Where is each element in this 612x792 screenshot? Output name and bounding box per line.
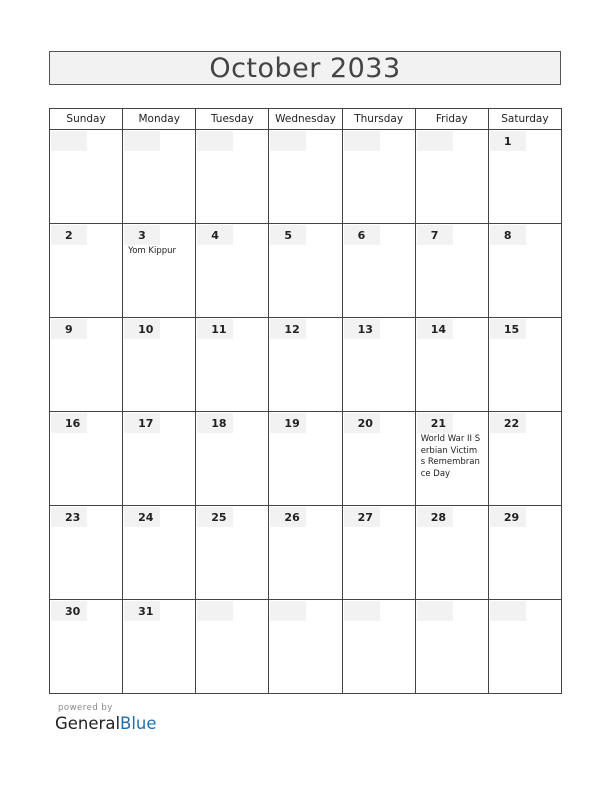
week-row	[50, 412, 562, 506]
day-cell	[123, 130, 196, 224]
day-number: 26	[270, 507, 306, 527]
day-cell	[123, 318, 196, 412]
day-number: 13	[344, 319, 380, 339]
day-cell	[269, 600, 342, 694]
day-cell	[50, 600, 123, 694]
day-cell	[488, 506, 561, 600]
day-number: 18	[197, 413, 233, 433]
day-cell	[123, 224, 196, 318]
day-number: 21	[417, 413, 453, 433]
day-number: 22	[490, 413, 526, 433]
week-row	[50, 224, 562, 318]
day-number: 31	[124, 601, 160, 621]
weekday-tuesday: Tuesday	[196, 109, 269, 130]
day-cell	[488, 412, 561, 506]
day-number: 30	[51, 601, 87, 621]
day-cell	[488, 600, 561, 694]
day-number: 5	[270, 225, 306, 245]
day-number	[270, 131, 306, 151]
day-cell	[415, 130, 488, 224]
day-number: 19	[270, 413, 306, 433]
day-number: 25	[197, 507, 233, 527]
day-cell	[269, 224, 342, 318]
day-number: 4	[197, 225, 233, 245]
day-cell	[269, 412, 342, 506]
brand-blue: Blue	[120, 714, 157, 733]
day-number: 27	[344, 507, 380, 527]
day-cell	[488, 318, 561, 412]
day-number: 11	[197, 319, 233, 339]
day-cell	[342, 506, 415, 600]
day-cell	[415, 600, 488, 694]
week-row	[50, 318, 562, 412]
day-cell	[196, 412, 269, 506]
day-cell	[269, 130, 342, 224]
day-cell	[50, 130, 123, 224]
holiday-label: Yom Kippur	[128, 246, 176, 256]
day-cell	[50, 318, 123, 412]
weekday-wednesday: Wednesday	[269, 109, 342, 130]
day-cell	[123, 506, 196, 600]
day-number	[51, 131, 87, 151]
day-number	[197, 601, 233, 621]
day-cell	[123, 412, 196, 506]
day-cell	[415, 318, 488, 412]
weekday-monday: Monday	[123, 109, 196, 130]
day-cell	[415, 224, 488, 318]
day-number	[417, 131, 453, 151]
day-number: 8	[490, 225, 526, 245]
day-cell	[415, 506, 488, 600]
calendar-title: October 2033	[209, 52, 401, 84]
day-number: 7	[417, 225, 453, 245]
day-number: 24	[124, 507, 160, 527]
brand-general: General	[55, 714, 121, 733]
day-number	[490, 601, 526, 621]
day-cell	[50, 224, 123, 318]
generalblue-logo[interactable]	[55, 714, 157, 733]
calendar-title-box	[49, 51, 561, 85]
day-cell	[342, 130, 415, 224]
day-number: 12	[270, 319, 306, 339]
day-number	[270, 601, 306, 621]
day-cell	[269, 318, 342, 412]
day-cell	[269, 506, 342, 600]
day-number: 14	[417, 319, 453, 339]
day-number: 28	[417, 507, 453, 527]
day-number: 6	[344, 225, 380, 245]
day-number	[197, 131, 233, 151]
day-cell	[342, 412, 415, 506]
day-number: 3	[124, 225, 160, 245]
day-number: 20	[344, 413, 380, 433]
day-number: 2	[51, 225, 87, 245]
day-number	[124, 131, 160, 151]
weekday-friday: Friday	[415, 109, 488, 130]
day-number: 17	[124, 413, 160, 433]
week-row	[50, 600, 562, 694]
day-number	[417, 601, 453, 621]
holiday-label: World War II Serbian Victims Remembrance Day	[420, 434, 481, 479]
calendar-grid	[49, 108, 562, 694]
day-number: 15	[490, 319, 526, 339]
day-cell	[342, 318, 415, 412]
day-cell	[196, 600, 269, 694]
powered-by-text: powered by	[58, 703, 113, 713]
week-row	[50, 130, 562, 224]
day-cell	[488, 130, 561, 224]
weekday-header-row	[50, 109, 562, 130]
weekday-thursday: Thursday	[342, 109, 415, 130]
day-cell	[342, 224, 415, 318]
day-cell	[342, 600, 415, 694]
day-cell	[196, 130, 269, 224]
day-cell	[50, 412, 123, 506]
day-cell	[50, 506, 123, 600]
day-number: 29	[490, 507, 526, 527]
day-number: 9	[51, 319, 87, 339]
day-cell	[196, 224, 269, 318]
weekday-sunday: Sunday	[50, 109, 123, 130]
day-cell	[488, 224, 561, 318]
day-cell	[196, 318, 269, 412]
day-cell	[196, 506, 269, 600]
day-number	[344, 131, 380, 151]
weekday-saturday: Saturday	[488, 109, 561, 130]
day-number	[344, 601, 380, 621]
week-row	[50, 506, 562, 600]
day-number: 16	[51, 413, 87, 433]
day-number: 10	[124, 319, 160, 339]
day-cell	[123, 600, 196, 694]
day-number: 1	[490, 131, 526, 151]
day-cell	[415, 412, 488, 506]
day-number: 23	[51, 507, 87, 527]
